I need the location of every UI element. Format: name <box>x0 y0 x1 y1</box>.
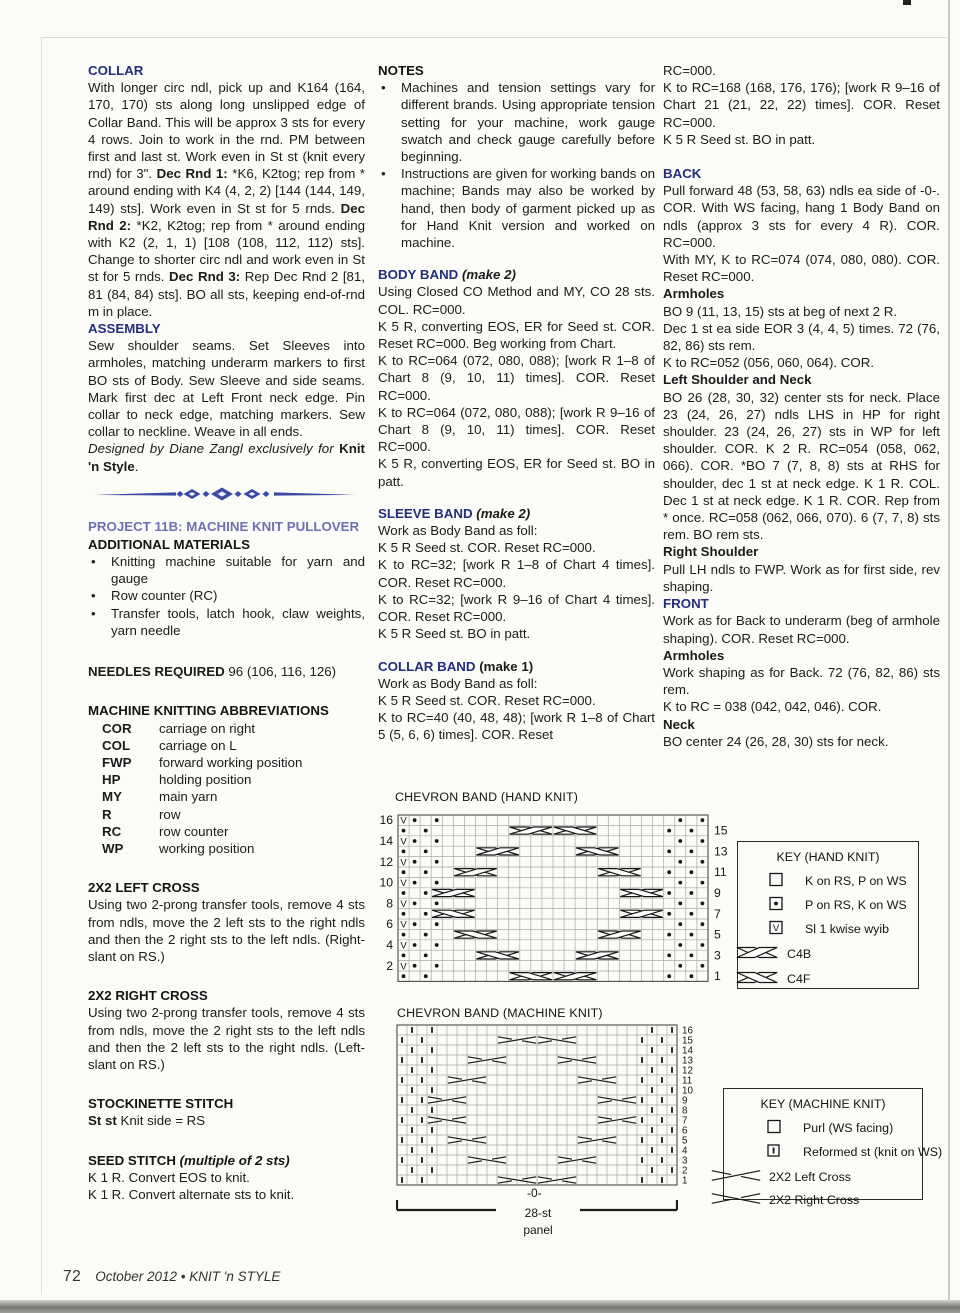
section-materials <box>88 536 365 639</box>
key-entry: K on RS, P on WS <box>752 872 918 890</box>
front-body: Work as for Back to underarm (beg of armhole shaping). COR. Reset RC=000. <box>663 613 940 646</box>
instruction-line: RC=000. <box>663 63 716 78</box>
instruction-line: K 5 R Seed st. COR. Reset RC=000. <box>378 540 596 556</box>
svg-text:13: 13 <box>682 1055 693 1067</box>
svg-text:12: 12 <box>682 1065 693 1077</box>
stockinette-heading: STOCKINETTE STITCH <box>88 1096 234 1112</box>
scan-edge-top <box>42 37 947 38</box>
svg-text:3: 3 <box>682 1155 688 1167</box>
svg-text:V: V <box>400 878 407 890</box>
key-machine-title: KEY (MACHINE KNIT) <box>760 1097 886 1111</box>
section-notes <box>378 62 655 251</box>
neck-subhead: Neck <box>663 716 695 732</box>
back-body: BO 26 (28, 30, 32) center sts for neck. Place 23 (24, 26, 27) ndls LHS in HP for right shoulder. 23 (24, 26, 27) sts in WP for left shoulder. COR. K 2 R. RC=054 (058, 062, 066). COR. *BO 7 (7, 8, 8) sts at RHS for shoulder, dec 1 st at neck edge. K 1 R. COL. Dec 1 st at neck edge. K 1 R. COR. Rep from * once. RC=058 (062, 066, 070). 6 (7, 7, 8) sts rem. BO rem sts. <box>663 389 940 543</box>
left-shoulder-neck-subhead: Left Shoulder and Neck <box>663 372 812 388</box>
instruction-line: K to RC=32; [work R 9–16 of Chart 4 times]. COR. Reset RC=000. <box>378 591 655 625</box>
back-body: BO 9 (11, 13, 15) sts at beg of next 2 R. <box>663 303 898 319</box>
svg-text:9: 9 <box>714 886 721 900</box>
svg-text:V: V <box>772 923 780 934</box>
abbreviations-heading: MACHINE KNITTING ABBREVIATIONS <box>88 703 329 719</box>
svg-text:6: 6 <box>386 917 393 932</box>
svg-text:4: 4 <box>682 1145 688 1157</box>
designer-credit: Designed by Diane Zangl exclusively for Knit 'n Style. <box>88 441 365 474</box>
right-cross-heading: 2X2 RIGHT CROSS <box>88 988 208 1004</box>
svg-text:1: 1 <box>714 969 721 984</box>
section-abbreviations <box>88 702 365 857</box>
svg-text:7: 7 <box>682 1115 688 1127</box>
instruction-line: Using Closed CO Method and MY, CO 28 sts. COL. RC=000. <box>378 284 655 317</box>
section-right-cross <box>88 987 365 1073</box>
section-project <box>88 518 365 536</box>
project-heading: PROJECT 11B: MACHINE KNIT PULLOVER <box>88 518 360 534</box>
needles-required: NEEDLES REQUIRED 96 (106, 116, 126) <box>88 664 337 680</box>
bullet-icon: • <box>91 588 96 604</box>
collar-heading: COLLAR <box>88 63 144 78</box>
svg-text:V: V <box>400 857 407 869</box>
armholes-subhead: Armholes <box>663 286 725 302</box>
key-entry: V Sl 1 kwise wyib <box>752 920 918 938</box>
reformed-stitch-icon <box>750 1143 796 1161</box>
right-cross-body: Using two 2-prong transfer tools, remove 4 sts from ndls, move the 2 right sts to the left ndls and then the 2 left sts to the right ndls. (Left-slant on RS.) <box>88 1005 365 1072</box>
section-assembly <box>88 320 365 440</box>
page-number: 72 <box>63 1268 82 1285</box>
back-body: Dec 1 st ea side EOR 3 (4, 4, 5) times. 72 (76, 82, 86) sts rem. <box>663 320 940 354</box>
back-body: Pull forward 48 (53, 58, 63) ndls ea side of -0-. COR. With WS facing, hang 1 Body Band on ndls (approx 3 sts for every 4 R). COR. RC=000. <box>663 183 940 250</box>
svg-text:9: 9 <box>682 1095 688 1107</box>
instruction-line: K to RC=064 (072, 080, 088); [work R 1–8 of Chart 8 (9, 10, 11) times]. COR. Reset RC=000. <box>378 353 655 403</box>
svg-text:2: 2 <box>386 958 393 973</box>
abbr-row: FWP forward working position <box>102 754 303 770</box>
section-left-cross <box>88 879 365 965</box>
instruction-line: K 5 R Seed st. BO in patt. <box>378 626 531 642</box>
instruction-line: K to RC=064 (072, 080, 088); [work R 9–16 of Chart 8 (9, 10, 11) times]. COR. Reset RC=000. <box>378 404 655 455</box>
svg-text:13: 13 <box>714 844 728 859</box>
abbr-row: RC row counter <box>102 823 229 839</box>
list-item: • Instructions are given for working bands on machine; Bands may also be worked by hand, then body of garment picked up as for Hand Knit version and worked on machine. <box>378 165 655 251</box>
back-body: K to RC=052 (056, 060, 064). COR. <box>663 355 875 371</box>
instruction-line: K to RC=40 (40, 48, 48); [work R 1–8 of Chart 5 (5, 6, 6) times]. COR. Reset <box>378 710 655 743</box>
front-body: K to RC = 038 (042, 042, 046). COR. <box>663 699 882 715</box>
footer-text: October 2012 • KNIT 'n STYLE <box>95 1269 281 1284</box>
key-entry: P on RS, K on WS <box>752 896 918 914</box>
armholes-subhead: Armholes <box>663 647 725 663</box>
list-item: • Knitting machine suitable for yarn and gauge <box>88 553 365 587</box>
panel-word-label: panel <box>523 1223 553 1237</box>
slip-stitch-square-icon <box>752 920 798 938</box>
instruction-line: K 5 R, converting EOS, ER for Seed st. COR. Reset RC=000. Beg working from Chart. <box>378 318 655 352</box>
key-entry: C4B <box>734 945 918 963</box>
instruction-line: Work as Body Band as foll: <box>378 523 538 539</box>
hand-knit-chart <box>374 812 736 992</box>
section-collar <box>88 62 365 320</box>
bullet-icon: • <box>381 80 386 96</box>
section-back <box>663 165 940 595</box>
svg-text:4: 4 <box>386 938 393 952</box>
svg-text:10: 10 <box>379 875 393 890</box>
section-seed-stitch <box>88 1152 365 1204</box>
svg-text:2: 2 <box>682 1165 688 1177</box>
instruction-line: K 5 R Seed st. BO in patt. <box>663 131 816 147</box>
column-left <box>88 62 365 1203</box>
abbr-row: COR carriage on right <box>102 720 256 736</box>
abbr-row: HP holding position <box>102 772 252 788</box>
seed-line: K 1 R. Convert EOS to knit. <box>88 1169 250 1185</box>
panel-count-label: 28-st <box>524 1206 552 1220</box>
instruction-line: K to RC=168 (168, 176, 176); [work R 9–16 of Chart 21 (21, 22, 22) times]. COR. Reset RC=000. <box>663 80 940 130</box>
collar-body: With longer circ ndl, pick up and K164 (164, 170, 170) sts along long unslipped edge of Collar Band. This will be approx 3 sts for every 4 rows. Join to work in the rnd. PM between first and last st. Work even in St st (knit every rnd) for 3". Dec Rnd 1: *K6, K2tog; rep from * around ending with K4 (4, 2, 2) [144 (144, 149, 149) sts]. Work even in St st for 5 rnds. Dec Rnd 2: *K2, K2tog; rep from * around ending with K2 (2, 1, 1) [108 (108, 112, 112) sts]. Change to shorter circ ndl and work even in St st for 5 rnds. Dec Rnd 3: Rep Dec Rnd 2 [81, 81 (84, 84) sts]. BO all sts, keeping end-of-rnd m in place. <box>88 80 366 319</box>
key-entry: C4F <box>734 970 918 988</box>
abbr-row: WP working position <box>102 840 255 856</box>
knit-square-icon <box>752 872 798 890</box>
instruction-line: K 5 R Seed st. COR. Reset RC=000. <box>378 692 596 708</box>
key-machine-knit-box <box>723 1088 943 1207</box>
key-entry: Purl (WS facing) <box>750 1119 922 1137</box>
body-band-heading: BODY BAND (make 2) <box>378 267 516 283</box>
machine-chart-title: CHEVRON BAND (MACHINE KNIT) <box>397 1006 603 1020</box>
front-heading: FRONT <box>663 596 709 612</box>
instruction-line: K to RC=32; [work R 1–8 of Chart 4 times]. COR. Reset RC=000. <box>378 557 655 590</box>
section-collar-band-continued <box>663 62 940 148</box>
svg-text:12: 12 <box>379 854 393 869</box>
svg-text:V: V <box>400 919 407 931</box>
purl-dot-square-icon <box>752 896 798 914</box>
section-collar-band <box>378 658 655 744</box>
notes-heading: NOTES <box>378 63 424 78</box>
materials-heading: ADDITIONAL MATERIALS <box>88 536 251 552</box>
left-cross-body: Using two 2-prong transfer tools, remove 4 sts from ndls, move the 2 left sts to the right ndls and then the 2 right sts to the left ndls. (Right-slant on RS.) <box>88 897 365 964</box>
key-hand-title: KEY (HAND KNIT) <box>776 850 880 864</box>
bullet-icon: • <box>381 166 386 182</box>
key-hand-knit-box <box>737 841 919 989</box>
stockinette-body: St st Knit side = RS <box>88 1113 206 1129</box>
assembly-body: Sew shoulder seams. Set Sleeves into armholes, matching underarm markers to first BO sts of Body. Sew Sleeve and side seams. Mark first dec at Left Front neck edge. Pin collar to neck edge, matching markers. Sew collar to neckline. Weave in all ends. <box>88 338 365 440</box>
right-cross-icon <box>710 1191 762 1209</box>
front-body: BO center 24 (26, 28, 30) sts for neck. <box>663 733 889 749</box>
column-right <box>663 62 940 750</box>
back-body: Pull LH ndls to FWP. Work as for first side, rev shaping. <box>663 561 940 594</box>
svg-text:6: 6 <box>682 1125 688 1137</box>
instruction-line: Work as Body Band as foll: <box>378 675 538 691</box>
list-item: • Machines and tension settings vary for different brands. Using appropriate tension setting for your machine, work gauge swatch and check gauge carefully before beginning. <box>378 79 655 165</box>
scan-edge-left <box>41 37 42 1295</box>
svg-text:14: 14 <box>379 834 393 848</box>
key-entry: 2X2 Left Cross <box>710 1168 922 1186</box>
svg-text:3: 3 <box>714 948 721 963</box>
svg-text:7: 7 <box>714 906 721 921</box>
svg-text:1: 1 <box>682 1175 688 1187</box>
divider-ornament <box>94 485 365 503</box>
scan-edge-bottom <box>0 1300 960 1313</box>
section-body-band <box>378 266 655 490</box>
instruction-line: K 5 R, converting EOS, ER for Seed st. BO in patt. <box>378 456 655 489</box>
left-cross-icon <box>710 1168 762 1186</box>
svg-text:V: V <box>400 815 407 827</box>
scan-edge-right <box>948 0 950 1313</box>
page-footer <box>63 1268 280 1286</box>
svg-text:8: 8 <box>682 1105 688 1117</box>
bullet-icon: • <box>91 605 96 621</box>
svg-text:5: 5 <box>714 927 721 942</box>
bullet-icon: • <box>91 554 96 570</box>
svg-text:15: 15 <box>682 1035 693 1047</box>
svg-text:11: 11 <box>714 865 727 880</box>
back-heading: BACK <box>663 166 702 182</box>
seed-heading: SEED STITCH (multiple of 2 sts) <box>88 1152 290 1168</box>
back-body: With MY, K to RC=074 (074, 080, 080). COR. Reset RC=000. <box>663 252 940 285</box>
svg-text:16: 16 <box>682 1025 693 1037</box>
svg-text:14: 14 <box>682 1045 693 1057</box>
svg-text:11: 11 <box>682 1075 693 1087</box>
c4f-cable-icon <box>734 970 780 988</box>
left-cross-heading: 2X2 LEFT CROSS <box>88 880 200 896</box>
section-sleeve-band <box>378 505 655 643</box>
sleeve-band-heading: SLEEVE BAND (make 2) <box>378 505 531 521</box>
svg-text:8: 8 <box>386 896 393 911</box>
abbr-row: COL carriage on L <box>102 737 237 753</box>
right-shoulder-subhead: Right Shoulder <box>663 544 759 560</box>
list-item: • Row counter (RC) <box>88 587 365 604</box>
svg-text:V: V <box>400 940 407 952</box>
key-entry: Reformed st (knit on WS) <box>750 1143 922 1161</box>
machine-knit-chart <box>395 1022 701 1196</box>
abbr-row: R row <box>102 806 181 822</box>
collar-band-heading: COLLAR BAND (make 1) <box>378 658 534 674</box>
svg-text:V: V <box>400 898 407 910</box>
front-body: Work shaping as for Back. 72 (76, 82, 86) sts rem. <box>663 664 940 698</box>
key-entry: 2X2 Right Cross <box>710 1191 922 1209</box>
seed-line: K 1 R. Convert alternate sts to knit. <box>88 1186 295 1202</box>
svg-text:16: 16 <box>379 813 393 828</box>
column-middle <box>378 62 655 744</box>
svg-text:V: V <box>400 961 407 973</box>
section-needles <box>88 663 365 680</box>
svg-text:5: 5 <box>682 1135 688 1147</box>
c4b-cable-icon <box>734 945 780 963</box>
purl-square-icon <box>750 1119 796 1137</box>
section-front <box>663 595 940 750</box>
svg-text:15: 15 <box>714 823 728 838</box>
scan-mark <box>903 0 911 5</box>
zero-needle-label: -0- <box>527 1186 542 1200</box>
svg-text:10: 10 <box>682 1085 693 1097</box>
list-item: • Transfer tools, latch hook, claw weights, yarn needle <box>88 605 365 639</box>
abbr-row: MY main yarn <box>102 789 218 805</box>
svg-text:V: V <box>400 836 407 848</box>
hand-chart-title: CHEVRON BAND (HAND KNIT) <box>395 790 579 804</box>
section-stockinette <box>88 1095 365 1129</box>
assembly-heading: ASSEMBLY <box>88 321 161 337</box>
